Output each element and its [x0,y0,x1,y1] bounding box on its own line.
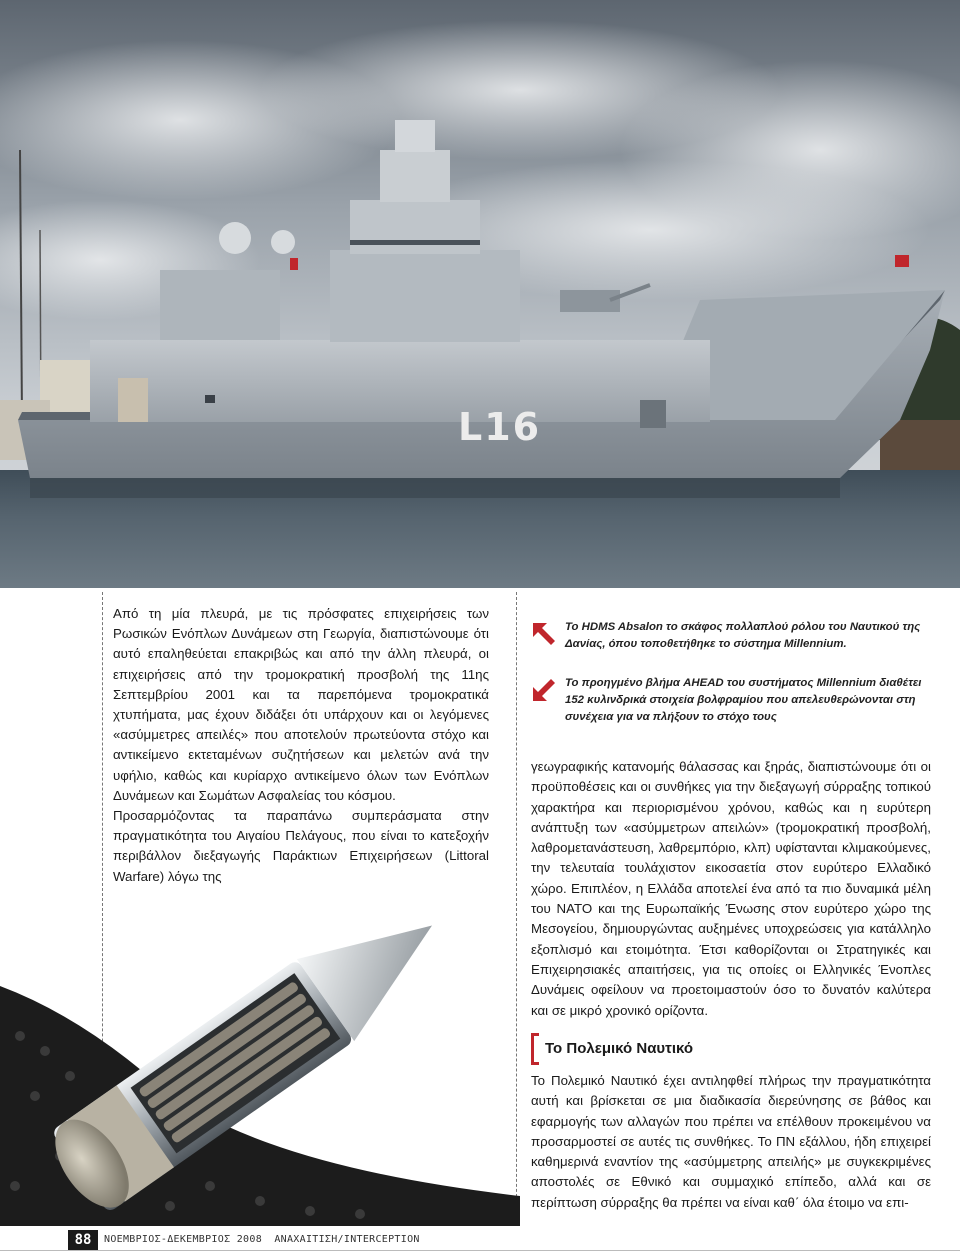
footer-rule [0,1250,960,1251]
caption-ship-text: Το HDMS Absalon το σκάφος πολλαπλού ρόλου του Ναυτικού της Δανίας, όπου τοποθετήθηκε το σύστημα Millennium. [565,621,921,650]
left-paragraph-1: Από τη μία πλευρά, με τις πρόσφατες επιχειρήσεις των Ρωσικών Ενόπλων Δυνάμεων στη Γεωργία, διαπιστώνουμε ότι αυτό επαληθεύεται επακριβώς και από την άλλη πλευρά, οι επιχειρήσεις από την τρομοκρατική προσβολή της 11ης Σεπτεμβρίου 2001 και τα παρεπόμενα τρομοκρατικά χτυπήματα, μας έχουν διδάξει ότι υπάρχουν και οι λεγόμενες «ασύμμετρες απειλές» που αποτελούν πρωτεύοντα στόχο και αντικείμενο εκτεταμένων συζητήσεων και μελετών ανά την υφήλιο, καθώς και κυρίαρχο αντικείμενο όλων των Ενόπλων Δυνάμεων και Σωμάτων Ασφαλείας του κόσμου. [113,606,489,803]
right-paragraph-2: Το Πολεμικό Ναυτικό έχει αντιληφθεί πλήρως την πραγματικότητα αυτή και βρίσκεται σε μια διαδικασία διερεύνησης σε βάθος και εφαρμογής των αλλαγών που πρέπει να επέλθουν προκειμένου να προσαρμοστεί σε αυτές τις συνθήκες. Το ΠΝ εξάλλου, ήδη επιχειρεί καθημερινά εναντίον της «ασύμμετρης απειλής» με συγκεκριμένες αποστολές σε Εθνικό και συμμαχικό επίπεδο, αλλά και σε περίπτωση σύρραξης θα πρέπει να είναι καθ΄ όλα έτοιμο να επι- [531,1073,931,1210]
footer-magazine: ΑΝΑΧΑΙΤΙΣΗ/INTERCEPTION [274,1234,420,1245]
left-paragraph-2: Προσαρμόζοντας τα παραπάνω συμπεράσματα στην πραγματικότητα του Αιγαίου Πελάγους, που είναι το κατεξοχήν περιβάλλον διεξαγωγής Παράκτιων Επιχειρήσεων (Littoral Warfare) λόγω της [113,808,489,884]
arrow-down-left-icon [531,677,557,703]
page-footer [0,1226,960,1258]
caption-shell [531,675,931,726]
page-number: 88 [74,1232,92,1248]
footer-issue: ΝΟΕΜΒΡΙΟΣ-ΔΕΚΕΜΒΡΙΟΣ 2008 [104,1234,263,1245]
caption-shell-text: Το προηγμένο βλήμα AHEAD του συστήματος Millennium διαθέτει 152 κυλινδρικά στοιχεία βολφραμίου που απελευθερώνονται στη συνέχεια για να πλήξουν το στόχο τους [565,677,922,723]
right-column-lower [531,1071,931,1213]
left-column [113,604,489,887]
section-heading [531,1033,931,1067]
right-paragraph-1: γεωγραφικής κατανομής θάλασσας και ξηράς, διαπιστώνουμε ότι οι προϋποθέσεις και οι συνθήκες για την διεξαγωγή σύρραξης τοπικού χαρακτήρα και περιορισμένου χρόνου, καθώς και η ευρύτερη ανάπτυξη των «ασύμμετρων απειλών» (τρομοκρατική προσβολή, λαθρομετανάστευση, λαθρεμπόριο, κλπ) υφίστανται κλιμακούμενες, την τελευταία τουλάχιστον εικοσαετία στον ευρύτερο Ελλαδικό χώρο. Επιπλέον, η Ελλάδα αποτελεί ένα από τα πιο δυναμικά μέλη του ΝΑΤΟ και της Ευρωπαϊκής Ένωσης στον ευρύτερο χώρο της Μεσογείου, δημιουργώντας αυξημένες υποχρεώσεις για κατάλληλο εξοπλισμό και ετοιμότητα. Έτσι καθορίζονται οι Στρατηγικές και Επιχειρησιακές απαιτήσεις, για τις οποίες οι Ελληνικές Ένοπλες Δυνάμεις οφείλουν να προετοιμαστούν όσο το δυνατόν καλύτερα και σε μικρό χρονικό ορίζοντα. [531,759,931,1018]
heading-bracket [531,1033,539,1065]
shell-photo [0,866,520,1226]
caption-ship [531,619,931,653]
page-number-box [68,1230,98,1250]
right-column [531,757,931,1021]
hull-number: L16 [458,405,542,449]
footer-issue-line [104,1234,420,1245]
section-title: Το Πολεμικό Ναυτικό [545,1040,694,1057]
ship-photo [0,0,960,588]
arrow-up-left-icon [531,621,557,647]
